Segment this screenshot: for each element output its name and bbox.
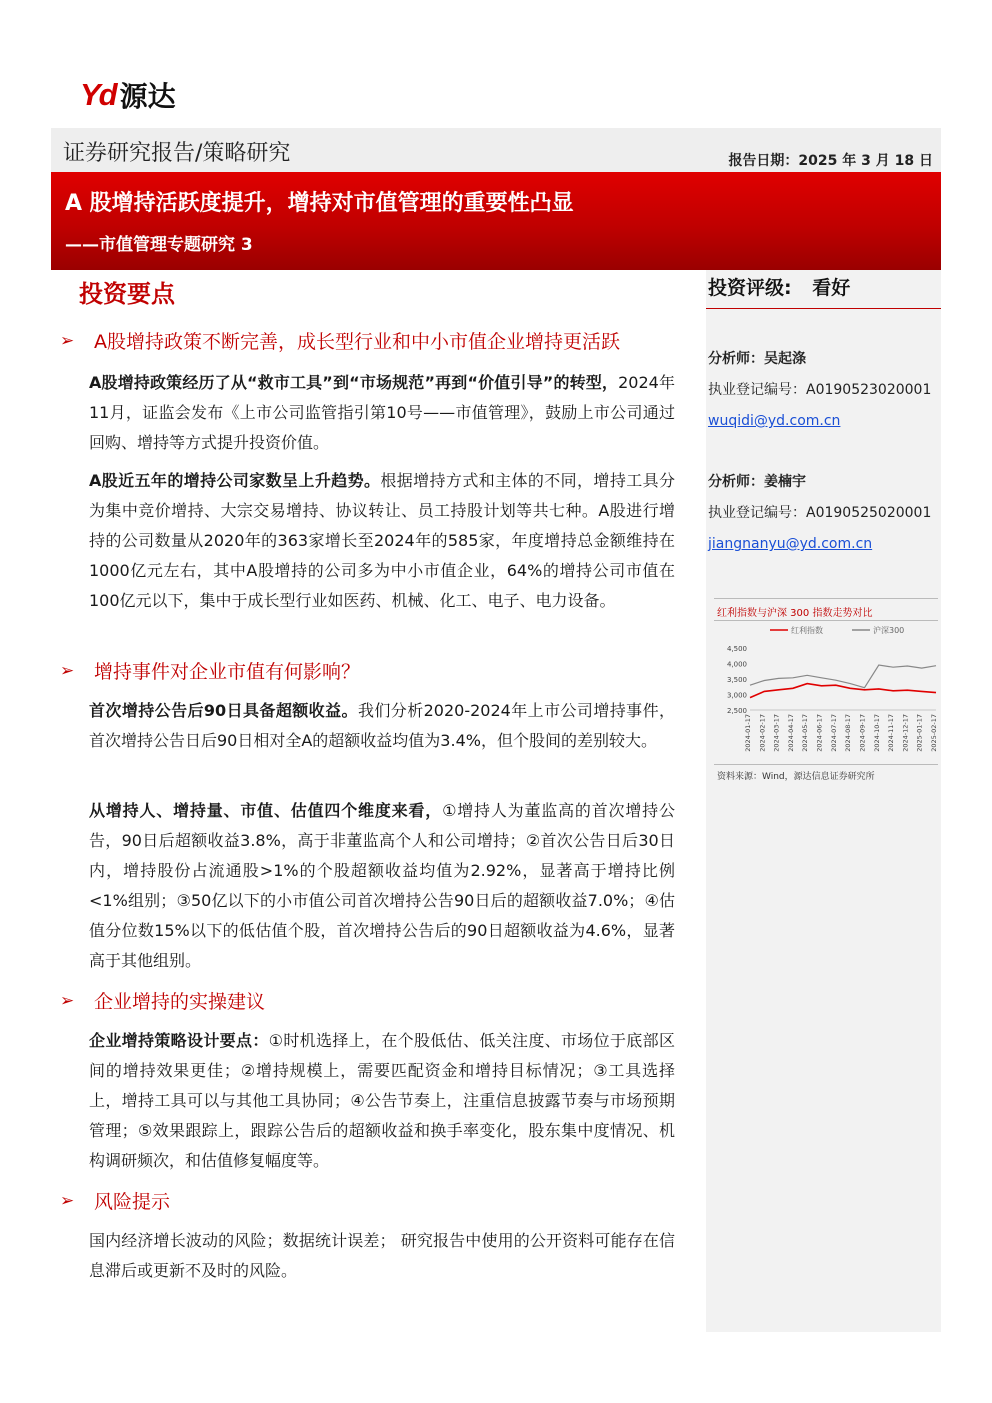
line-chart (714, 624, 938, 764)
section-heading (60, 327, 620, 354)
chart-title: 红利指数与沪深 300 指数走势对比 (717, 608, 873, 619)
analyst-name: 分析师：吴起涤 (708, 351, 806, 367)
company-logo (80, 78, 176, 112)
y-tick-label: 3,500 (726, 676, 747, 684)
paragraph-lead: 从增持人、增持量、市值、估值四个维度来看， (89, 801, 443, 820)
x-tick-label: 2024-12-17 (901, 714, 910, 752)
x-tick-label: 2024-11-17 (887, 714, 896, 752)
arrow-bullet-icon: ➢ (60, 990, 75, 1011)
arrow-bullet-icon: ➢ (60, 1190, 75, 1211)
paragraph (89, 368, 675, 458)
rating-value: 看好 (812, 277, 851, 299)
rating-label: 投资评级: (708, 277, 792, 299)
paragraph-body: 国内经济增长波动的风险；数据统计误差； 研究报告中使用的公开资料可能存在信息滞后或更新不及时的风险。 (89, 1231, 675, 1280)
x-tick-label: 2025-02-17 (930, 714, 938, 752)
paragraph (89, 1026, 675, 1176)
rating-divider (706, 308, 941, 309)
section-heading-text: A股增持政策不断完善，成长型行业和中小市值企业增持更活跃 (94, 331, 620, 353)
report-date: 报告日期：2025 年 3 月 18 日 (728, 153, 933, 169)
report-type-bar (51, 128, 941, 172)
logo-mark: Yd (80, 77, 116, 112)
paragraph-body: 我们分析2020-2024年上市公司增持事件，首次增持公告日后90日相对全A的超额收益均值为3.4%，但个股间的差别较大。 (89, 701, 675, 750)
report-title: A 股增持活跃度提升，增持对市值管理的重要性凸显 (65, 191, 574, 216)
legend-label: 沪深300 (873, 626, 905, 635)
section-heading (60, 657, 360, 684)
paragraph-lead: A股增持政策经历了从“救市工具”到“市场规范”再到“价值引导”的转型， (89, 373, 619, 392)
index-comparison-chart (714, 596, 938, 786)
y-tick-label: 3,000 (726, 691, 747, 700)
paragraph-body: 2024年11月，证监会发布《上市公司监管指引第10号——市值管理》，鼓励上市公司通过回购、增持等方式提升投资价值。 (89, 373, 675, 452)
title-banner (51, 172, 941, 270)
analyst-registration: 执业登记编号：A0190523020001 (708, 382, 932, 398)
section-heading-text: 企业增持的实操建议 (94, 991, 266, 1013)
section-heading (60, 987, 265, 1014)
arrow-bullet-icon: ➢ (60, 330, 75, 351)
report-type: 证券研究报告/策略研究 (63, 141, 291, 166)
paragraph-lead: A股近五年的增持公司家数呈上升趋势。 (89, 471, 381, 490)
paragraph-lead: 首次增持公告后90日具备超额收益。 (89, 701, 358, 720)
analyst-name: 分析师：姜楠宇 (708, 474, 806, 490)
chart-source: 资料来源：Wind，源达信息证券研究所 (717, 772, 875, 782)
report-subtitle: ——市值管理专题研究 3 (65, 235, 253, 255)
paragraph (89, 466, 675, 616)
arrow-bullet-icon: ➢ (60, 660, 75, 681)
y-tick-label: 4,500 (726, 645, 747, 653)
section-heading-text: 风险提示 (94, 1191, 171, 1213)
x-tick-label: 2024-02-17 (758, 714, 767, 752)
sidebar (706, 270, 941, 1332)
x-tick-label: 2024-06-17 (815, 714, 824, 752)
section-heading-text: 增持事件对企业市值有何影响？ (94, 661, 361, 683)
section-title: 投资要点 (79, 280, 175, 308)
x-tick-label: 2024-01-17 (744, 714, 752, 752)
x-tick-label: 2024-07-17 (829, 714, 838, 752)
paragraph (89, 1226, 675, 1286)
analyst-registration: 执业登记编号：A0190525020001 (708, 505, 932, 521)
section-heading (60, 1187, 170, 1214)
x-tick-label: 2025-01-17 (915, 714, 924, 752)
series-line (750, 665, 936, 688)
y-tick-label: 2,500 (726, 707, 747, 715)
paragraph-lead: 企业增持策略设计要点： (89, 1031, 269, 1050)
x-tick-label: 2024-05-17 (801, 714, 810, 752)
x-tick-label: 2024-08-17 (844, 714, 853, 752)
y-tick-label: 4,000 (726, 660, 747, 669)
x-tick-label: 2024-04-17 (786, 714, 795, 752)
investment-rating (708, 273, 850, 300)
paragraph (89, 696, 675, 756)
analyst-card (708, 344, 931, 437)
analyst-email-link[interactable]: wuqidi@yd.com.cn (708, 413, 841, 429)
analyst-email-link[interactable]: jiangnanyu@yd.com.cn (708, 536, 873, 552)
x-tick-label: 2024-09-17 (858, 714, 867, 752)
chart-title-rule (714, 620, 938, 621)
chart-top-rule (714, 598, 938, 599)
paragraph (89, 796, 675, 976)
legend-label: 红利指数 (791, 626, 823, 635)
x-tick-label: 2024-03-17 (772, 714, 781, 752)
x-tick-label: 2024-10-17 (872, 714, 881, 752)
paragraph-body: 根据增持方式和主体的不同，增持工具分为集中竞价增持、大宗交易增持、协议转让、员工持股计划等共七种。A股进行增持的公司数量从2020年的363家增长至2024年的585家，年度增持总金额维持在1000亿元左右，其中A股增持的公司多为中小市值企业，64%的增持公司市值在100亿元以下，集中于成长型行业如医药、机械、化工、电子、电力设备。 (89, 471, 675, 610)
logo-text: 源达 (119, 80, 176, 113)
chart-bottom-rule (714, 764, 938, 765)
paragraph-body: ①增持人为董监高的首次增持公告，90日后超额收益3.8%，高于非董监高个人和公司增持；②首次公告日后30日内，增持股份占流通股>1%的个股超额收益均值为2.92%，显著高于增持比例<1%组别；③50亿以下的小市值公司首次增持公告90日后的超额收益7.0%；④估值分位数15%以下的低估值个股，首次增持公告后的90日超额收益为4.6%，显著高于其他组别。 (89, 801, 675, 970)
analyst-card (708, 467, 931, 560)
series-line (750, 684, 936, 698)
paragraph-body: ①时机选择上，在个股低估、低关注度、市场位于底部区间的增持效果更佳；②增持规模上，需要匹配资金和增持目标情况；③工具选择上，增持工具可以与其他工具协同；④公告节奏上，注重信息披露节奏与市场预期管理；⑤效果跟踪上，跟踪公告后的超额收益和换手率变化，股东集中度情况、机构调研频次，和估值修复幅度等。 (89, 1031, 675, 1170)
